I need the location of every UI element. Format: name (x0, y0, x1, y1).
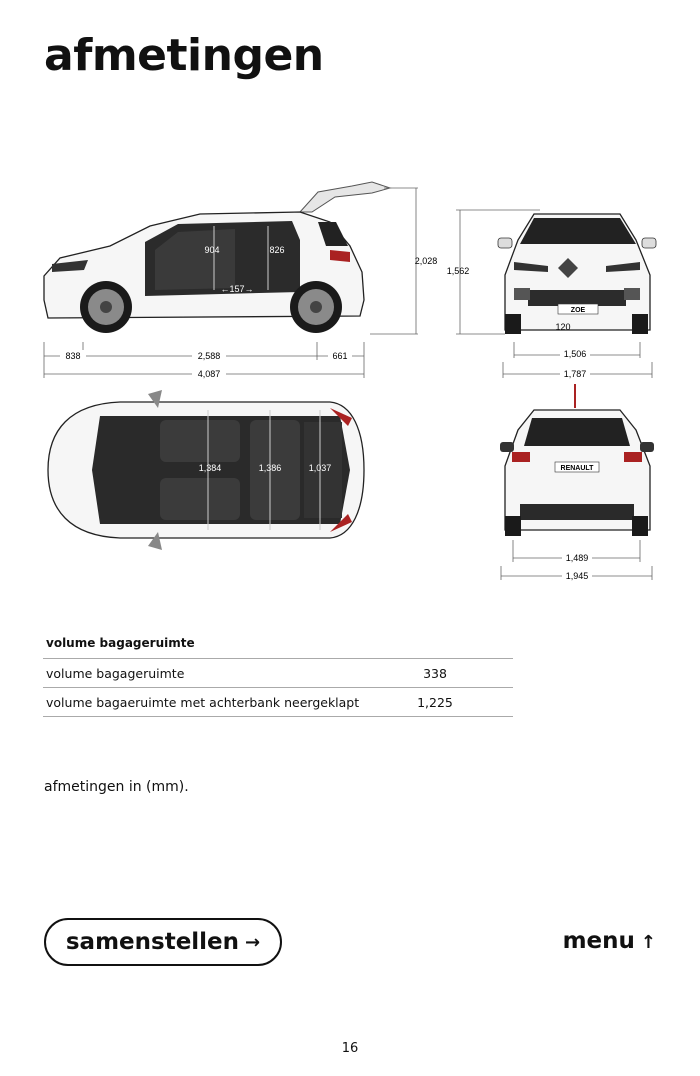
front-view-car (498, 214, 656, 334)
front-badge: ZOE (570, 307, 586, 314)
menu-label: menu (562, 928, 635, 954)
dim-height-open: 2,028 (414, 256, 438, 266)
row-value: 1,225 (417, 694, 453, 710)
page-number: 16 (341, 1041, 359, 1056)
side-view-car (44, 182, 390, 333)
menu-link[interactable] (563, 928, 656, 954)
dim-seat-gap: ←157→ (220, 284, 254, 294)
row-label: volume bagageruimte (46, 665, 185, 681)
dim-width: 1,787 (563, 369, 587, 379)
dim-interior-front: 904 (204, 245, 220, 255)
dim-front-elbow-width: 1,384 (198, 463, 222, 473)
dim-ground-clearance: 120 (555, 322, 571, 332)
dim-boot-width: 1,037 (308, 463, 332, 473)
row-label: volume bagaeruimte met achterbank neergeklapt (46, 694, 360, 710)
table-heading: volume bagageruimte (43, 632, 513, 659)
dim-front-overhang: 838 (65, 351, 81, 361)
configure-label: samenstellen (65, 929, 240, 955)
boot-volume-table (43, 632, 513, 717)
dim-width-mirrors: 1,945 (565, 571, 589, 581)
dim-front-track: 1,506 (563, 349, 587, 359)
dim-front-height: 1,562 (446, 266, 470, 276)
dim-interior-rear: 826 (269, 245, 285, 255)
dim-wheelbase: 2,588 (197, 351, 221, 361)
table-row (43, 659, 513, 688)
row-value: 338 (423, 665, 447, 681)
page-title: afmetingen (44, 30, 324, 81)
dim-rear-track: 1,489 (565, 553, 589, 563)
rear-view-car (500, 384, 654, 536)
dim-rear-elbow-width: 1,386 (258, 463, 282, 473)
dim-rear-overhang: 661 (332, 351, 348, 361)
arrow-right-icon: → (245, 931, 261, 953)
configure-button[interactable] (44, 918, 282, 966)
dim-length: 4,087 (197, 369, 221, 379)
arrow-up-icon: ↑ (640, 932, 656, 953)
units-note: afmetingen in (mm). (44, 779, 189, 795)
rear-badge: RENAULT (560, 465, 594, 472)
table-row (43, 688, 513, 717)
